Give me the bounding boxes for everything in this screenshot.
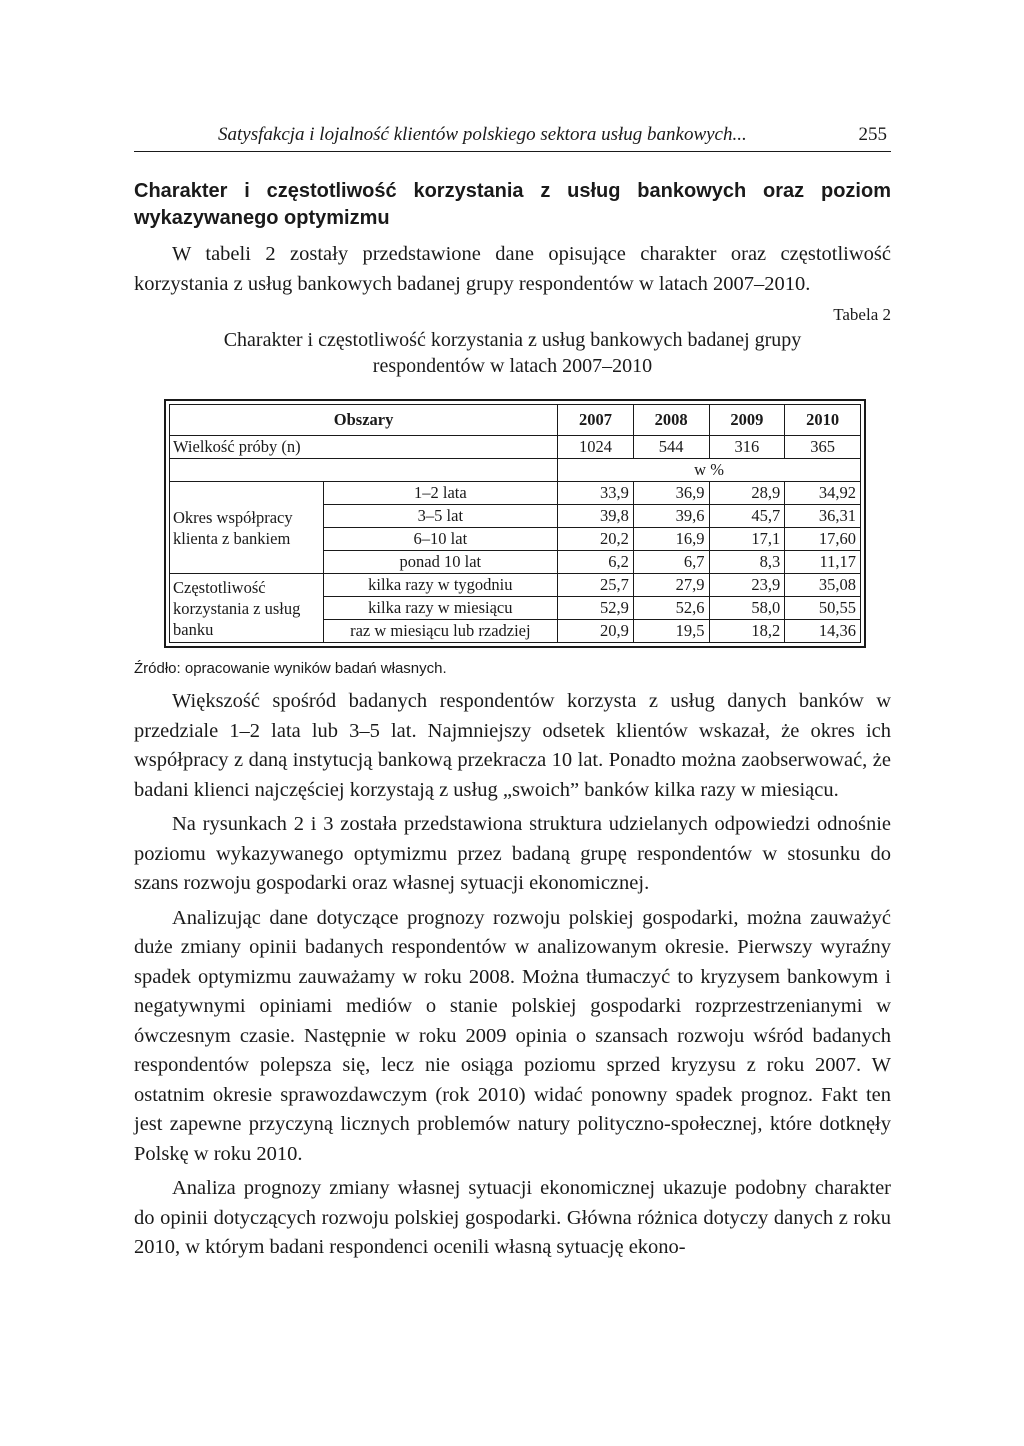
table-row xyxy=(170,482,861,505)
cell-value: 35,08 xyxy=(785,574,861,597)
header-area: Obszary xyxy=(170,405,558,436)
row-category: raz w miesiącu lub rzadziej xyxy=(323,620,558,643)
body-paragraph: Analizując dane dotyczące prognozy rozwoju polskiej gospodarki, można zauważyć duże zmiany opinii badanych respondentów w analizowanym okresie. Pierwszy wyraźny spadek optymizmu zauważamy w roku 2008. Można tłumaczyć to kryzysem bankowym i negatywnymi opiniami mediów o stanie polskiej gospodarki rozprzestrzenianymi w ówczesnym czasie. Następnie w roku 2009 opinia o szansach rozwoju wśród badanych respondentów polepsza się, lecz nie osiąga poziomu sprzed kryzysu z roku 2007. W ostatnim okresie sprawozdawczym (rok 2010) widać ponowny spadek prognoz. Fakt ten jest zapewne przyczyną licznych problemów natury polityczno-społecznej, które dotknęły Polskę w roku 2010. xyxy=(134,906,891,1165)
body-paragraph: Większość spośród badanych respondentów korzysta z usług danych banków w przedziale 1–2 lata lub 3–5 lat. Najmniejszy odsetek klientów wskazał, że okres ich współpracy z daną instytucją bankową przekracza 10 lat. Ponadto można zaobserwować, że badani klienci najczęściej korzystają z usług „swoich” banków kilka razy w miesiącu. xyxy=(134,690,891,801)
unit-row xyxy=(170,459,861,482)
sample-value: 365 xyxy=(785,436,861,459)
table-row xyxy=(170,574,861,597)
header-year: 2007 xyxy=(558,405,634,436)
unit-spacer xyxy=(170,459,558,482)
group-label: Okres współpracy klienta z bankiem xyxy=(170,482,324,574)
row-category: 3–5 lat xyxy=(323,505,558,528)
sample-row xyxy=(170,436,861,459)
cell-value: 25,7 xyxy=(558,574,634,597)
page xyxy=(134,124,891,1263)
cell-value: 16,9 xyxy=(633,528,709,551)
cell-value: 11,17 xyxy=(785,551,861,574)
body-paragraph: Na rysunkach 2 i 3 została przedstawiona struktura udzielanych odpowiedzi odnośnie poziomu wykazywanego optymizmu przez badaną grupę respondentów w stosunku do szans rozwoju gospodarki oraz własnej sytuacji ekonomicznej. xyxy=(134,813,891,894)
cell-value: 8,3 xyxy=(709,551,785,574)
row-category: 6–10 lat xyxy=(323,528,558,551)
unit-label: w % xyxy=(558,459,861,482)
sample-label: Wielkość próby (n) xyxy=(170,436,558,459)
body-paragraph: Analiza prognozy zmiany własnej sytuacji ekonomicznej ukazuje podobny charakter do opinii dotyczących rozwoju polskiej gospodarki. Główna różnica dotyczy danych z roku 2010, w którym badani respondenci ocenili własną sytuację ekono- xyxy=(134,1177,891,1258)
table-label: Tabela 2 xyxy=(833,305,891,324)
cell-value: 34,92 xyxy=(785,482,861,505)
running-header-title: Satysfakcja i lojalność klientów polskiego sektora usług bankowych... xyxy=(218,124,747,145)
sample-value: 316 xyxy=(709,436,785,459)
row-category: ponad 10 lat xyxy=(323,551,558,574)
table-source: Źródło: opracowanie wyników badań własnych. xyxy=(134,660,447,677)
running-header xyxy=(134,124,891,152)
cell-value: 18,2 xyxy=(709,620,785,643)
cell-value: 39,6 xyxy=(633,505,709,528)
row-category: kilka razy w miesiącu xyxy=(323,597,558,620)
cell-value: 58,0 xyxy=(709,597,785,620)
section-heading: Charakter i częstotliwość korzystania z usług bankowych oraz poziom wykazywanego optymizmu xyxy=(134,180,891,229)
cell-value: 33,9 xyxy=(558,482,634,505)
cell-value: 36,9 xyxy=(633,482,709,505)
body-text xyxy=(134,687,891,1263)
cell-value: 19,5 xyxy=(633,620,709,643)
cell-value: 39,8 xyxy=(558,505,634,528)
cell-value: 50,55 xyxy=(785,597,861,620)
cell-value: 20,2 xyxy=(558,528,634,551)
cell-value: 14,36 xyxy=(785,620,861,643)
group-label: Częstotliwość korzystania z usług banku xyxy=(170,574,324,643)
cell-value: 20,9 xyxy=(558,620,634,643)
data-table xyxy=(169,404,861,643)
header-year: 2008 xyxy=(633,405,709,436)
cell-value: 17,1 xyxy=(709,528,785,551)
table-header-row xyxy=(170,405,861,436)
sample-value: 544 xyxy=(633,436,709,459)
cell-value: 52,6 xyxy=(633,597,709,620)
cell-value: 28,9 xyxy=(709,482,785,505)
cell-value: 45,7 xyxy=(709,505,785,528)
cell-value: 52,9 xyxy=(558,597,634,620)
row-category: kilka razy w tygodniu xyxy=(323,574,558,597)
sample-value: 1024 xyxy=(558,436,634,459)
cell-value: 6,2 xyxy=(558,551,634,574)
table-frame xyxy=(164,399,866,648)
row-category: 1–2 lata xyxy=(323,482,558,505)
cell-value: 6,7 xyxy=(633,551,709,574)
cell-value: 27,9 xyxy=(633,574,709,597)
page-number: 255 xyxy=(858,124,887,145)
intro-paragraph: W tabeli 2 zostały przedstawione dane opisujące charakter oraz częstotliwość korzystania z usług bankowych badanej grupy respondentów w latach 2007–2010. xyxy=(134,243,891,295)
cell-value: 17,60 xyxy=(785,528,861,551)
cell-value: 23,9 xyxy=(709,574,785,597)
cell-value: 36,31 xyxy=(785,505,861,528)
header-year: 2010 xyxy=(785,405,861,436)
table-caption: Charakter i częstotliwość korzystania z usług bankowych badanej grupy respondentów w latach 2007–2010 xyxy=(223,329,802,377)
header-year: 2009 xyxy=(709,405,785,436)
